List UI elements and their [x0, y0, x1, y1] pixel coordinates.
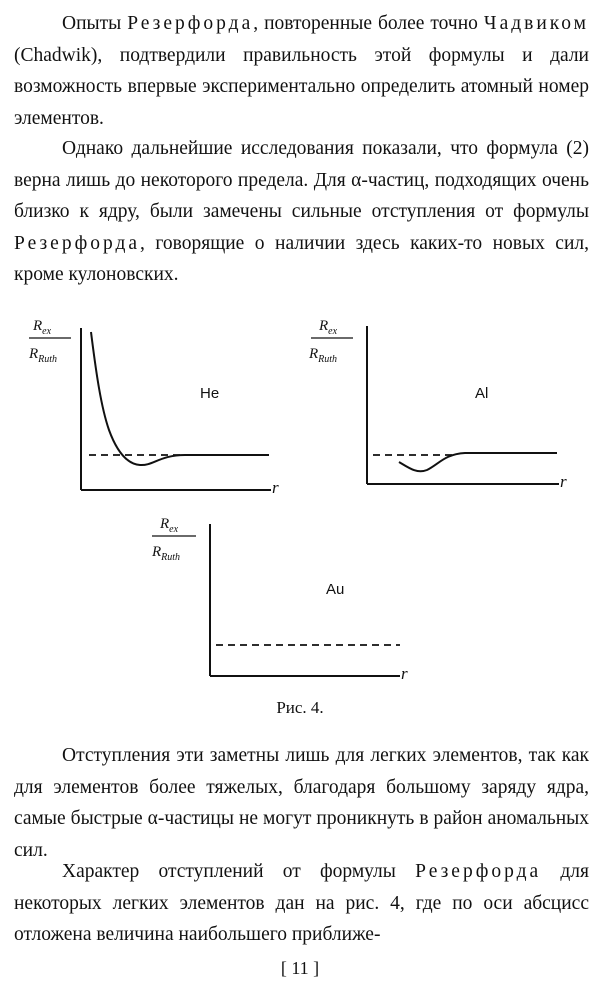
p1-spaced-name-2: Чадвиком [483, 13, 589, 34]
xlabel-al: r [560, 472, 567, 491]
data-curve-he [91, 332, 269, 465]
ylabel-den-au: $R_{Ruth}$ [152, 544, 181, 563]
p4-text-1: Характер отступлений от формулы [62, 861, 416, 882]
page-number: [ 11 ] [280, 958, 320, 978]
paragraph-4 [14, 856, 589, 951]
p3-text-1: Отступления эти заметны лишь для легких элементов, так как для элементов более тяжелых, благодаря большому заряду ядра, самые быстрые α-частицы не могут проникнуть в район аномальных сил. [14, 745, 589, 861]
element-label-he: He [200, 385, 220, 402]
p2-text-1: Однако дальнейшие исследования показали, что формула (2) верна лишь до некоторого предела. Для α-частиц, подходящих очень близко к ядру, были замечены сильные отступления от формулы [14, 138, 589, 222]
p2-spaced-name-1: Резерфорда [14, 232, 141, 254]
element-label-au: Au [326, 581, 345, 598]
p1-text-3: (Chadwik), подтвердили правильность этой формулы и дали возможность впервые экспериментально определить атомный номер элементов. [14, 44, 589, 129]
ylabel-den-al: $R_{Ruth}$ [309, 346, 338, 365]
chart-al [305, 312, 585, 497]
paragraph-3 [14, 740, 589, 866]
p4-spaced-name-1: Резерфорда [415, 861, 542, 882]
p1-spaced-name-1: Резерфорда [127, 13, 254, 34]
p4-text-2: для некоторых легких элементов дан на рис. 4, где по оси абсцисс отложена величина наибольшего приближе- [14, 861, 589, 945]
figure-panel-al [305, 312, 585, 497]
ylabel-den-he: $R_{Ruth}$ [29, 346, 58, 365]
ylabel-num-au: $R_{ex}$ [160, 516, 179, 535]
paragraph-1 [14, 8, 589, 134]
xlabel-he: r [272, 478, 279, 497]
figure-panel-au [148, 510, 418, 690]
xlabel-au: r [401, 664, 408, 683]
element-label-al: Al [475, 385, 489, 402]
p1-text-1: Опыты [62, 13, 128, 34]
paragraph-2 [14, 133, 589, 291]
chart-au [148, 510, 418, 690]
p2-text-2: , говорящие о наличии здесь каких-то новых сил, кроме кулоновских. [14, 232, 589, 285]
p1-text-2: , повторенные более точно [253, 13, 484, 34]
ylabel-num-he: $R_{ex}$ [33, 318, 52, 337]
ylabel-num-al: $R_{ex}$ [319, 318, 338, 337]
chart-he [25, 312, 285, 497]
figure-panel-he [25, 312, 285, 497]
figure-caption: Рис. 4. [276, 698, 324, 717]
